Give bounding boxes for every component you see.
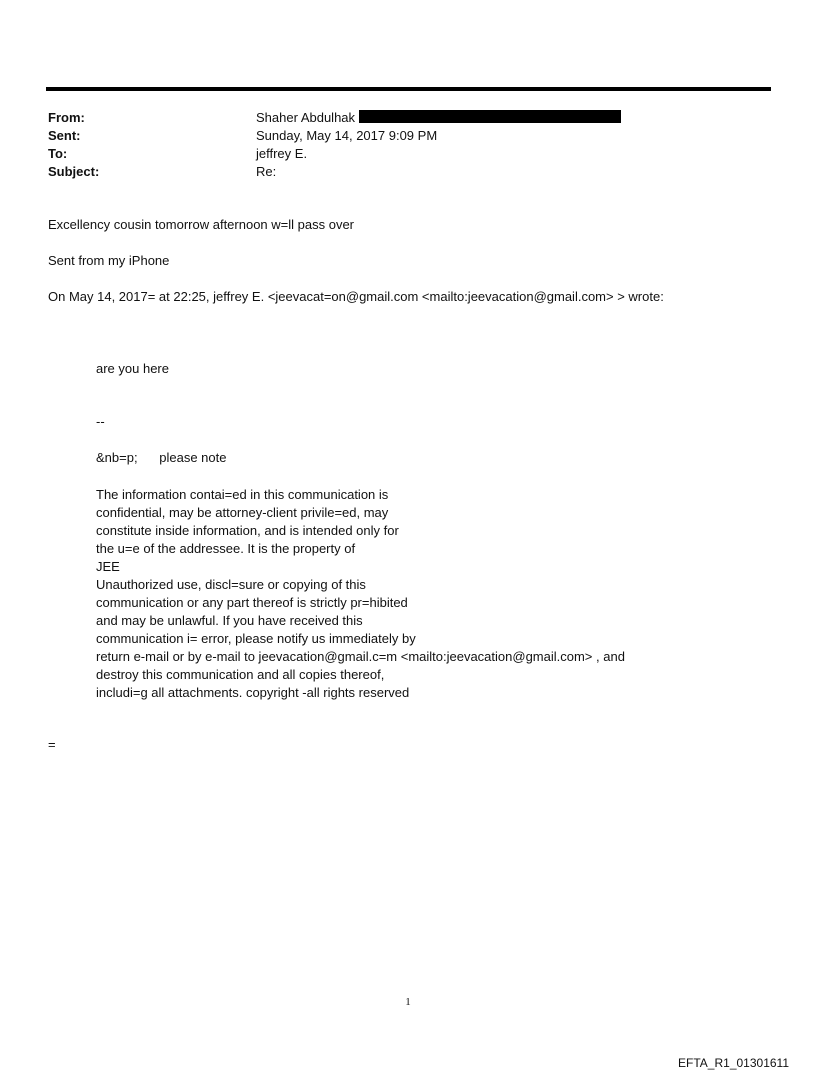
notice-line: the u=e of the addressee. It is the property of <box>96 541 356 556</box>
notice-line: destroy this communication and all copies thereof, <box>96 667 385 682</box>
notice-line: confidential, may be attorney-client privile=ed, may <box>96 505 389 520</box>
quoted-separator: -- <box>96 414 105 429</box>
notice-line: return e-mail or by e-mail to jeevacation@gmail.c=m <mailto:jeevacation@gmail.com> , and <box>96 649 625 664</box>
from-value <box>256 109 621 127</box>
sent-label: Sent: <box>48 128 81 143</box>
message-body-line: Excellency cousin tomorrow afternoon w=ll pass over <box>48 217 355 232</box>
notice-line: Unauthorized use, discl=sure or copying of this <box>96 577 366 592</box>
notice-line: The information contai=ed in this communication is <box>96 487 389 502</box>
redaction-block <box>359 110 621 123</box>
subject-label: Subject: <box>48 164 100 179</box>
document-id: EFTA_R1_01301611 <box>678 1056 789 1070</box>
quoted-question: are you here <box>96 361 169 376</box>
from-label: From: <box>48 110 85 125</box>
notice-line: includi=g all attachments. copyright -all rights reserved <box>96 685 410 700</box>
trailing-equals: = <box>48 737 56 752</box>
sent-row <box>48 127 621 145</box>
notice-line: communication or any part thereof is strictly pr=hibited <box>96 595 408 610</box>
to-row <box>48 145 621 163</box>
notice-line: JEE <box>96 559 120 574</box>
subject-value: Re: <box>256 164 277 179</box>
quote-intro: On May 14, 2017= at 22:25, jeffrey E. <jeevacat=on@gmail.com <mailto:jeevacation@gmail.com> > wrote: <box>48 289 664 304</box>
from-name: Shaher Abdulhak <box>256 110 356 125</box>
sent-value: Sunday, May 14, 2017 9:09 PM <box>256 128 438 143</box>
to-value: jeffrey E. <box>256 146 308 161</box>
to-label: To: <box>48 146 68 161</box>
quoted-nbsp-line: &nb=p; please note <box>96 450 227 465</box>
email-header <box>48 109 621 181</box>
header-rule <box>46 87 771 91</box>
notice-line: constitute inside information, and is intended only for <box>96 523 399 538</box>
notice-line: communication i= error, please notify us immediately by <box>96 631 416 646</box>
confidentiality-notice <box>96 486 625 702</box>
subject-row <box>48 163 621 181</box>
from-row <box>48 109 621 127</box>
notice-line: and may be unlawful. If you have received this <box>96 613 363 628</box>
page-number: 1 <box>405 996 411 1008</box>
sent-from-signature: Sent from my iPhone <box>48 253 170 268</box>
